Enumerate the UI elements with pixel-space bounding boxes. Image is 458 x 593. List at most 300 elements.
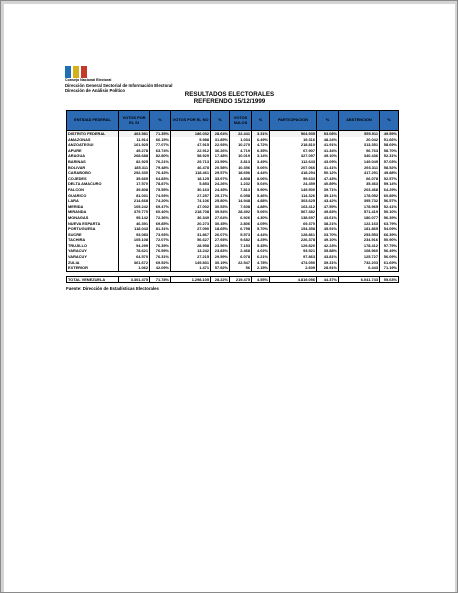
value-cell: 4.808 <box>230 176 252 182</box>
value-cell: 49.88% <box>380 170 399 176</box>
value-cell: 56.09% <box>380 254 399 260</box>
value-cell: 340.436 <box>339 153 380 159</box>
value-cell: 30.45% <box>211 221 230 227</box>
value-cell: 39.31% <box>317 260 339 266</box>
value-cell: 313.351 <box>339 142 380 148</box>
value-cell: 66.39% <box>380 232 399 238</box>
value-cell: 77.07% <box>150 142 171 148</box>
entity-name-cell: GUARICO <box>67 193 119 199</box>
entity-name-cell: FALCON <box>67 187 119 193</box>
value-cell: 61.69% <box>380 260 399 266</box>
value-cell: 418.294 <box>270 170 317 176</box>
value-cell: 58.70% <box>380 148 399 154</box>
value-cell: 118.461 <box>171 170 211 176</box>
value-cell: 4.05% <box>252 221 270 227</box>
value-cell: 28.22% <box>211 276 230 283</box>
value-cell: 154.358 <box>270 226 317 232</box>
value-cell: 2.806 <box>230 221 252 227</box>
value-cell: 6.798 <box>230 226 252 232</box>
value-cell: 28.958 <box>171 243 211 249</box>
value-cell: 51.66% <box>380 137 399 143</box>
value-cell: 39.11% <box>317 193 339 199</box>
value-cell: 53.08% <box>317 131 339 137</box>
value-cell: 5.04% <box>252 181 270 187</box>
value-cell: 292.330 <box>119 170 150 176</box>
value-cell: 56.39% <box>380 215 399 221</box>
value-cell: 185.311 <box>119 165 150 171</box>
column-header: % <box>380 111 399 131</box>
value-cell: 732.203 <box>339 260 380 266</box>
entity-name-cell: DELTA AMACURO <box>67 181 119 187</box>
value-cell: 47.43% <box>317 176 339 182</box>
value-cell: 39.669 <box>119 176 150 182</box>
value-cell: 8.06% <box>252 176 270 182</box>
value-cell: 4.44% <box>252 232 270 238</box>
document-page <box>4 4 455 592</box>
value-cell: 24.26% <box>211 181 230 187</box>
value-cell: 125.727 <box>339 254 380 260</box>
value-cell: 4.88% <box>252 204 270 210</box>
value-cell: 327.097 <box>270 153 317 159</box>
value-cell: 22.441 <box>230 131 252 137</box>
column-header: % <box>317 111 339 131</box>
value-cell: 105.108 <box>119 237 150 243</box>
value-cell: 1.232 <box>230 181 252 187</box>
value-cell: 93.083 <box>119 232 150 238</box>
entity-name-cell: ZULIA <box>67 260 119 266</box>
logo-bar-blue <box>65 66 71 78</box>
value-cell: 43.61% <box>317 215 339 221</box>
column-header: % <box>252 111 270 131</box>
value-cell: 50.10% <box>380 209 399 215</box>
report-subtitle: REFERENDO 15/12/1999 <box>193 98 266 105</box>
value-cell: 76.21% <box>150 159 171 165</box>
value-cell: 571.419 <box>339 209 380 215</box>
column-header: VOTOS NULOS <box>230 111 252 131</box>
directorate-line-2: Dirección de Análisis Político <box>65 88 126 93</box>
table-header-row <box>67 111 399 131</box>
value-cell: 5.90% <box>252 187 270 193</box>
column-header: PARTICIPACION <box>270 111 317 131</box>
value-cell: 69.85% <box>150 221 171 227</box>
value-cell: 64.29% <box>380 187 399 193</box>
value-cell: 474.050 <box>270 260 317 266</box>
entity-name-cell: BARINAS <box>67 159 119 165</box>
value-cell: 30.19% <box>211 260 230 266</box>
value-cell: 24.45% <box>211 187 230 193</box>
value-cell: 564.935 <box>270 131 317 137</box>
value-cell: 50.12% <box>317 170 339 176</box>
value-cell: 4.02% <box>252 248 270 254</box>
value-cell: 112.643 <box>270 159 317 165</box>
entity-name-cell: VARACUY <box>67 254 119 260</box>
value-cell: 253.553 <box>339 232 380 238</box>
value-cell: 22.912 <box>171 148 211 154</box>
entity-name-cell: AMAZONAS <box>67 137 119 143</box>
value-cell: 10.270 <box>230 142 252 148</box>
value-cell: 59.633 <box>270 176 317 182</box>
value-cell: 128.861 <box>270 232 317 238</box>
value-cell: 20.273 <box>171 221 211 227</box>
value-cell: 46.478 <box>171 165 211 171</box>
value-cell: 3.31% <box>252 131 270 137</box>
value-cell: 57.79% <box>380 243 399 249</box>
value-cell: 42.09% <box>150 265 171 271</box>
value-cell: 52.31% <box>380 153 399 159</box>
value-cell: 27.090 <box>171 226 211 232</box>
entity-name-cell: ARAGUA <box>67 153 119 159</box>
value-cell: 43.09% <box>317 159 339 165</box>
value-cell: 9.682 <box>230 237 252 243</box>
value-cell: 69.370 <box>270 221 317 227</box>
value-cell: 23.59% <box>211 159 230 165</box>
total-row <box>67 276 399 283</box>
entity-name-cell: PORTUGUESA <box>67 226 119 232</box>
value-cell: 43.42% <box>317 198 339 204</box>
value-cell: 118.043 <box>119 226 150 232</box>
value-cell: 56.49% <box>380 248 399 254</box>
table-body <box>67 131 399 283</box>
value-cell: 47.59% <box>317 204 339 210</box>
value-cell: 73.93% <box>150 232 171 238</box>
value-cell: 234.916 <box>339 237 380 243</box>
value-cell: 19.316 <box>270 137 317 143</box>
source-footnote: Fuente: Dirección de Estadísticas Electorales <box>66 286 159 291</box>
value-cell: 27.93% <box>211 237 230 243</box>
entity-name-cell: LARA <box>67 198 119 204</box>
value-cell: 63.74% <box>150 148 171 154</box>
value-cell: 1.471 <box>171 265 211 271</box>
value-cell: 4.719 <box>230 148 252 154</box>
value-cell: 49.59% <box>380 131 399 137</box>
value-cell: 293.311 <box>339 165 380 171</box>
value-cell: 149.049 <box>339 159 380 165</box>
value-cell: 25.80% <box>211 198 230 204</box>
logo-bar-red <box>81 66 87 78</box>
value-cell: 5.853 <box>171 181 211 187</box>
value-cell: 57.92% <box>211 265 230 271</box>
value-cell: 71.19% <box>380 265 399 271</box>
value-cell: 28.91% <box>317 265 339 271</box>
value-cell: 95.142 <box>119 215 150 221</box>
column-header: ABSTENCION <box>339 111 380 131</box>
value-cell: 40.89% <box>317 181 339 187</box>
value-cell: 3.813 <box>230 159 252 165</box>
value-cell: 71.35% <box>150 131 171 137</box>
value-cell: 18.125 <box>171 176 211 182</box>
value-cell: 203.468 <box>339 187 380 193</box>
value-cell: 36.349 <box>171 215 211 221</box>
value-cell: 39.71% <box>317 187 339 193</box>
value-cell: 181.865 <box>339 226 380 232</box>
value-cell: 29.713 <box>171 159 211 165</box>
value-cell: 4.88% <box>252 198 270 204</box>
value-cell: 555.911 <box>339 131 380 137</box>
entity-name-cell: COJEDES <box>67 176 119 182</box>
entity-name-cell: APURE <box>67 148 119 154</box>
entity-name-cell: TACHIRA <box>67 237 119 243</box>
value-cell: 93.521 <box>270 248 317 254</box>
value-cell: 49.10% <box>317 237 339 243</box>
value-cell: 28.492 <box>230 209 252 215</box>
value-cell: 1.062 <box>119 265 150 271</box>
value-cell: 129.820 <box>270 243 317 249</box>
value-cell: 4.30% <box>252 215 270 221</box>
value-cell: 7.813 <box>230 187 252 193</box>
value-cell: 105.242 <box>119 204 150 210</box>
value-cell: 43.81% <box>317 254 339 260</box>
value-cell: 76.59% <box>150 248 171 254</box>
value-cell: 303.625 <box>270 198 317 204</box>
value-cell: 2.468 <box>230 248 252 254</box>
value-cell: 14.948 <box>230 198 252 204</box>
entity-name-cell: CARABOBO <box>67 170 119 176</box>
value-cell: 41.34% <box>317 148 339 154</box>
value-cell: 49.83% <box>317 209 339 215</box>
value-cell: 72.07% <box>150 237 171 243</box>
value-cell: 214.668 <box>119 198 150 204</box>
value-cell: 29.57% <box>211 170 230 176</box>
value-cell: 58.929 <box>171 153 211 159</box>
value-cell: 180.077 <box>339 215 380 221</box>
column-header: ENTIDAD FEDERAL <box>67 111 119 131</box>
value-cell: 5.573 <box>230 232 252 238</box>
value-cell: 219.475 <box>230 276 252 283</box>
organization-name: Consejo Nacional Electoral <box>65 78 112 82</box>
value-cell: 47.002 <box>171 204 211 210</box>
value-cell: 4.55% <box>252 276 270 283</box>
value-cell: 58.69% <box>380 142 399 148</box>
value-cell: 64.83% <box>150 176 171 182</box>
column-header: % <box>150 111 171 131</box>
value-cell: 4.44% <box>252 170 270 176</box>
column-header: % <box>211 111 230 131</box>
value-cell: 20.58% <box>211 165 230 171</box>
value-cell: 35.463 <box>339 181 380 187</box>
entity-name-cell: SUCRE <box>67 232 119 238</box>
value-cell: 161.925 <box>119 142 150 148</box>
value-cell: 97.863 <box>270 254 317 260</box>
value-cell: 108.960 <box>339 248 380 254</box>
value-cell: 44.37% <box>317 276 339 283</box>
value-cell: 24.459 <box>270 181 317 187</box>
report-title: RESULTADOS ELECTORALES <box>184 91 275 98</box>
value-cell: 2.15% <box>252 265 270 271</box>
value-cell: 54.09% <box>380 226 399 232</box>
value-cell: 67.907 <box>270 148 317 154</box>
value-cell: 76.43% <box>150 170 171 176</box>
value-cell: 379.770 <box>119 209 150 215</box>
value-cell: 69.47% <box>150 204 171 210</box>
value-cell: 5.45% <box>252 243 270 249</box>
value-cell: 35.88% <box>317 248 339 254</box>
column-header: VOTOS POR EL SI <box>119 111 150 131</box>
entity-name-cell: TOTAL VENEZUELA <box>67 276 119 283</box>
value-cell: 30.53% <box>211 204 230 210</box>
value-cell: 7.153 <box>230 243 252 249</box>
entity-name-cell: ANZOATEGUI <box>67 142 119 148</box>
value-cell: 74.20% <box>150 198 171 204</box>
value-cell: 30.163 <box>171 187 211 193</box>
value-cell: 17.570 <box>119 181 150 187</box>
results-table <box>66 110 399 283</box>
entity-name-cell: MERIDA <box>67 204 119 210</box>
value-cell: 78.87% <box>150 181 171 187</box>
value-cell: 31.85% <box>211 137 230 143</box>
value-cell: 5.46% <box>252 193 270 199</box>
value-cell: 361.672 <box>119 260 150 266</box>
value-cell: 218.708 <box>171 209 211 215</box>
value-cell: 20.042 <box>339 137 380 143</box>
value-cell: 69.52% <box>150 260 171 266</box>
value-cell: 178.965 <box>339 204 380 210</box>
cne-logo <box>65 66 87 78</box>
value-cell: 149.831 <box>171 260 211 266</box>
value-cell: 52.41% <box>380 204 399 210</box>
value-cell: 5.988 <box>171 137 211 143</box>
entity-name-cell: MONAGAS <box>67 215 119 221</box>
entity-name-cell: EXTERIOR <box>67 265 119 271</box>
value-cell: 395.732 <box>339 198 380 204</box>
value-cell: 58.52% <box>380 165 399 171</box>
value-cell: 138.697 <box>270 215 317 221</box>
value-cell: 18.65% <box>211 226 230 232</box>
value-cell: 74.106 <box>171 198 211 204</box>
value-cell: 79.48% <box>150 165 171 171</box>
value-cell: 39.54% <box>211 209 230 215</box>
value-cell: 122.163 <box>339 221 380 227</box>
value-cell: 226.378 <box>270 237 317 243</box>
entity-name-cell: NUEVA ESPARTA <box>67 221 119 227</box>
value-cell: 75.55% <box>150 187 171 193</box>
entity-name-cell: TRUJILLO <box>67 243 119 249</box>
value-cell: 28.64% <box>211 131 230 137</box>
value-cell: 18.696 <box>230 170 252 176</box>
value-cell: 186.032 <box>171 131 211 137</box>
value-cell: 6.443 <box>339 265 380 271</box>
value-cell: 5.06% <box>252 209 270 215</box>
value-cell: 60.89% <box>380 193 399 199</box>
value-cell: 48.24% <box>317 137 339 143</box>
value-cell: 178.412 <box>339 243 380 249</box>
value-cell: 163.412 <box>270 204 317 210</box>
value-cell: 4.25% <box>252 237 270 243</box>
value-cell: 66.078 <box>339 176 380 182</box>
value-cell: 23.83% <box>211 248 230 254</box>
entity-name-cell: YARACUY <box>67 248 119 254</box>
value-cell: 7.608 <box>230 204 252 210</box>
value-cell: 6.49% <box>252 137 270 143</box>
value-cell: 114.326 <box>270 193 317 199</box>
value-cell: 82.925 <box>119 159 150 165</box>
value-cell: 567.382 <box>270 209 317 215</box>
value-cell: 76.39% <box>150 243 171 249</box>
value-cell: 463.581 <box>119 131 150 137</box>
entity-name-cell: BOLIVAR <box>67 165 119 171</box>
column-header: VOTOS POR EL NO <box>171 111 211 131</box>
value-cell: 1.298.105 <box>171 276 211 283</box>
value-cell: 76.31% <box>150 254 171 260</box>
value-cell: 3.14% <box>252 153 270 159</box>
value-cell: 5.06% <box>252 165 270 171</box>
value-cell: 66.15% <box>150 137 171 143</box>
value-cell: 22.93% <box>211 142 230 148</box>
logo-bar-yellow <box>73 66 79 78</box>
value-cell: 6.21% <box>252 254 270 260</box>
value-cell: 57.03% <box>380 159 399 165</box>
value-cell: 2.609 <box>270 265 317 271</box>
value-cell: 178.052 <box>339 193 380 199</box>
value-cell: 36.26% <box>211 148 230 154</box>
value-cell: 4.72% <box>252 142 270 148</box>
entity-name-cell: MIRANDA <box>67 209 119 215</box>
value-cell: 218.810 <box>270 142 317 148</box>
value-cell: 56 <box>230 265 252 271</box>
value-cell: 41.41% <box>317 165 339 171</box>
value-cell: 149.500 <box>270 187 317 193</box>
value-cell: 94.299 <box>119 243 150 249</box>
value-cell: 10.356 <box>230 165 252 171</box>
value-cell: 49.278 <box>119 148 150 154</box>
value-cell: 25.17% <box>211 193 230 199</box>
value-cell: 1.034 <box>230 137 252 143</box>
value-cell: 27.215 <box>171 254 211 260</box>
value-cell: 4.819.056 <box>270 276 317 283</box>
value-cell: 41.91% <box>317 142 339 148</box>
value-cell: 10.019 <box>230 153 252 159</box>
value-cell: 6.041.743 <box>339 276 380 283</box>
value-cell: 63.79% <box>380 221 399 227</box>
value-cell: 42.23% <box>317 243 339 249</box>
value-cell: 33.70% <box>317 232 339 238</box>
value-cell: 417.291 <box>339 170 380 176</box>
value-cell: 3.49% <box>252 159 270 165</box>
value-cell: 45.91% <box>317 226 339 232</box>
value-cell: 78.621 <box>119 248 150 254</box>
value-cell: 5.70% <box>252 226 270 232</box>
value-cell: 72.36% <box>150 215 171 221</box>
value-cell: 27.64% <box>211 215 230 221</box>
value-cell: 268.688 <box>119 153 150 159</box>
value-cell: 71.78% <box>150 276 171 283</box>
value-cell: 22.547 <box>230 260 252 266</box>
value-cell: 82.80% <box>150 153 171 159</box>
value-cell: 81.031 <box>119 193 150 199</box>
value-cell: 56.57% <box>380 198 399 204</box>
value-cell: 74.93% <box>150 193 171 199</box>
value-cell: 29.59% <box>211 254 230 260</box>
value-cell: 3.301.475 <box>119 276 150 283</box>
value-cell: 17.48% <box>211 153 230 159</box>
directorate-line-1: Dirección General Sectorial de Información Electoral <box>65 83 173 88</box>
value-cell: 64.570 <box>119 254 150 260</box>
value-cell: 6.058 <box>230 193 252 199</box>
value-cell: 39.808 <box>119 187 150 193</box>
value-cell: 26.07% <box>211 232 230 238</box>
value-cell: 56.627 <box>171 237 211 243</box>
value-cell: 59.14% <box>380 181 399 187</box>
value-cell: 46.391 <box>119 221 150 227</box>
value-cell: 60.40% <box>150 209 171 215</box>
value-cell: 49.10% <box>317 153 339 159</box>
value-cell: 55.63% <box>380 276 399 283</box>
value-cell: 6.078 <box>230 254 252 260</box>
value-cell: 6.926 <box>230 215 252 221</box>
value-cell: 27.257 <box>171 193 211 199</box>
value-cell: 207.066 <box>270 165 317 171</box>
value-cell: 47.915 <box>171 142 211 148</box>
value-cell: 23.56% <box>211 243 230 249</box>
